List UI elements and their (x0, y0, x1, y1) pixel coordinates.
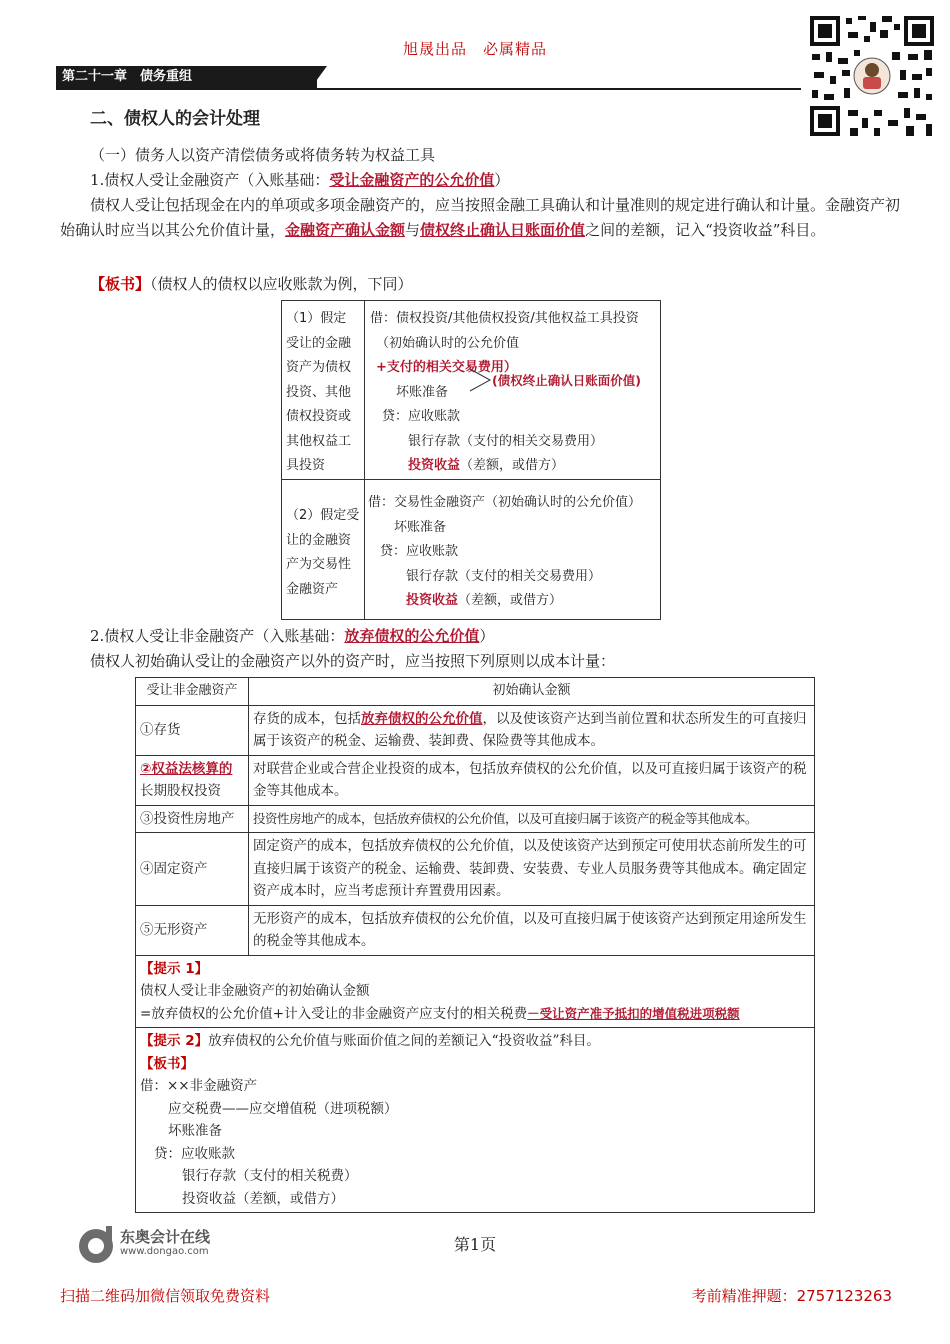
item-1-heading (90, 168, 509, 193)
board-label-2: 【板书】 (140, 1055, 194, 1072)
entry-line: 银行存款（支付的相关税费） (182, 1168, 358, 1184)
footer-left-text: 扫描二维码加微信领取免费资料 (60, 1287, 271, 1305)
header-slogan: 旭晟出品 必属精品 (402, 40, 547, 58)
case-2-label: （2）假定受 让的金融资 产为交易性 金融资产 (286, 508, 360, 597)
para-1-part-b: 之间的差额，记入“投资收益”科目。 (585, 221, 826, 239)
item-2-paragraph: 债权人初始确认受让的金融资产以外的资产时，应当按照下列原则以成本计量： (90, 652, 616, 670)
chapter-title: 第二十一章 债务重组 (56, 66, 317, 88)
para-1-part-a: 债权人受让包括现金在内的单项或多项金融资产的，应当按照金融工具确认和计量准则的规定进行确认和计量。金融资产初始确认时应当以其公允价值计量， (60, 196, 901, 239)
section-heading: 二、债权人的会计处理 (90, 109, 260, 129)
chapter-rule (56, 88, 801, 90)
table-row (136, 805, 815, 833)
item-1-suffix: ） (494, 171, 510, 189)
subsection-heading: （一）债务人以资产清偿债务或将债务转为权益工具 (90, 146, 436, 164)
row-name: ③投资性房地产 (136, 805, 249, 833)
tip-2-row (136, 1028, 815, 1213)
row-text: 对联营企业或合营企业投资的成本，包括放弃债权的公允价值，以及可直接归属于该资产的税金等其他成本。 (249, 755, 815, 805)
entry-line: 借：××非金融资产 (140, 1078, 258, 1094)
qr-code-image (808, 14, 936, 138)
entry-line: 坏账准备 (168, 1123, 222, 1139)
item-1-paragraph (60, 193, 910, 243)
table-row (136, 705, 815, 755)
item-1-prefix: 1.债权人受让金融资产（入账基础： (90, 171, 330, 189)
table-header-cell: 初始确认金额 (249, 678, 815, 706)
chapter-bar-tip (311, 66, 327, 88)
row-name: ④固定资产 (136, 833, 249, 906)
tip-2-cell (136, 1028, 815, 1213)
item-1-key: 受让金融资产的公允价值 (329, 171, 495, 189)
item-2-prefix: 2.债权人受让非金融资产（入账基础： (90, 627, 345, 645)
row-text: 无形资产的成本，包括放弃债权的公允价值，以及可直接归属于使该资产达到预定用途所发生的税金等其他成本。 (249, 905, 815, 955)
logo-name: 东奥会计在线 (120, 1228, 211, 1246)
entry-line: 贷：应收账款 (154, 1145, 235, 1162)
case-1-label: （1）假定 受让的金融 资产为债权 投资、其他 债权投资或 其他权益工 具投资 (286, 311, 352, 473)
brace-label: (债权终止确认日账面价值) (492, 373, 641, 388)
para-1-key-1: 金融资产确认金额 (285, 221, 406, 239)
item-2-key: 放弃债权的公允价值 (344, 627, 480, 645)
table-header-row (136, 678, 815, 706)
table-row (136, 905, 815, 955)
item-2-heading (90, 624, 494, 649)
row-text: 存货的成本，包括放弃债权的公允价值，以及使该资产达到当前位置和状态所发生的可直接归属于该资产的税金、运输费、装卸费、保险费等其他成本。 (249, 705, 815, 755)
row-text: 固定资产的成本，包括放弃债权的公允价值，以及使该资产达到预定可使用状态前所发生的可直接归属于该资产的税金、运输费、装卸费、安装费、专业人员服务费等其他成本。确定固定资产成本时，应当考虑预计弃置费用因素。 (249, 833, 815, 906)
board-note-1 (90, 272, 413, 297)
cost-table (135, 677, 815, 1213)
para-1-mid: 与 (405, 221, 421, 239)
item-2-suffix: ） (479, 627, 495, 645)
footer-right-text: 考前精准押题：2757123263 (691, 1287, 892, 1305)
table-row (136, 755, 815, 805)
tip-1-cell (136, 955, 815, 1028)
entry-line: 应交税费——应交增值税（进项税额） (168, 1100, 398, 1117)
table-row (136, 833, 815, 906)
entry-line: 投资收益（差额，或借方） (182, 1190, 344, 1207)
tip-1-label: 【提示 1】 (140, 960, 209, 977)
tip-1-line-2: =放弃债权的公允价值+计入受让的非金融资产应支付的相关税费－受让资产准予抵扣的增值税进项税额 (140, 1005, 740, 1022)
board-label-1: 【板书】 (90, 275, 151, 293)
case-1-entries: 借：债权投资/其他债权投资/其他权益工具投资 （初始确认时的公允价值+支付的相关交易费用） 坏账准备 贷：应收账款 银行存款（支付的相关交易费用） 投资收益（差额，或借方） (370, 311, 639, 473)
page-number: 第1页 (453, 1235, 497, 1254)
tip-2-text: 放弃债权的公允价值与账面价值之间的差额记入“投资收益”科目。 (208, 1033, 600, 1049)
row-name: ①存货 (136, 705, 249, 755)
journal-entry-box (281, 300, 661, 620)
row-text: 投资性房地产的成本，包括放弃债权的公允价值，以及可直接归属于该资产的税金等其他成本。 (249, 805, 815, 833)
board-note-text: （债权人的债权以应收账款为例，下同） (150, 275, 413, 293)
row-name: ⑤无形资产 (136, 905, 249, 955)
table-header-cell: 受让非金融资产 (136, 678, 249, 706)
row-name: ②权益法核算的 长期股权投资 (136, 755, 249, 805)
para-1-key-2: 债权终止确认日账面价值 (420, 221, 586, 239)
case-2-entries: 借：交易性金融资产（初始确认时的公允价值） 坏账准备 贷：应收账款 银行存款（支付的相关交易费用） 投资收益（差额，或借方） (368, 495, 642, 608)
tip-1-row (136, 955, 815, 1028)
tip-1-line-1: 债权人受让非金融资产的初始确认金额 (140, 983, 370, 999)
logo-url: www.dongao.com (120, 1246, 209, 1257)
tip-2-label: 【提示 2】 (140, 1033, 209, 1049)
